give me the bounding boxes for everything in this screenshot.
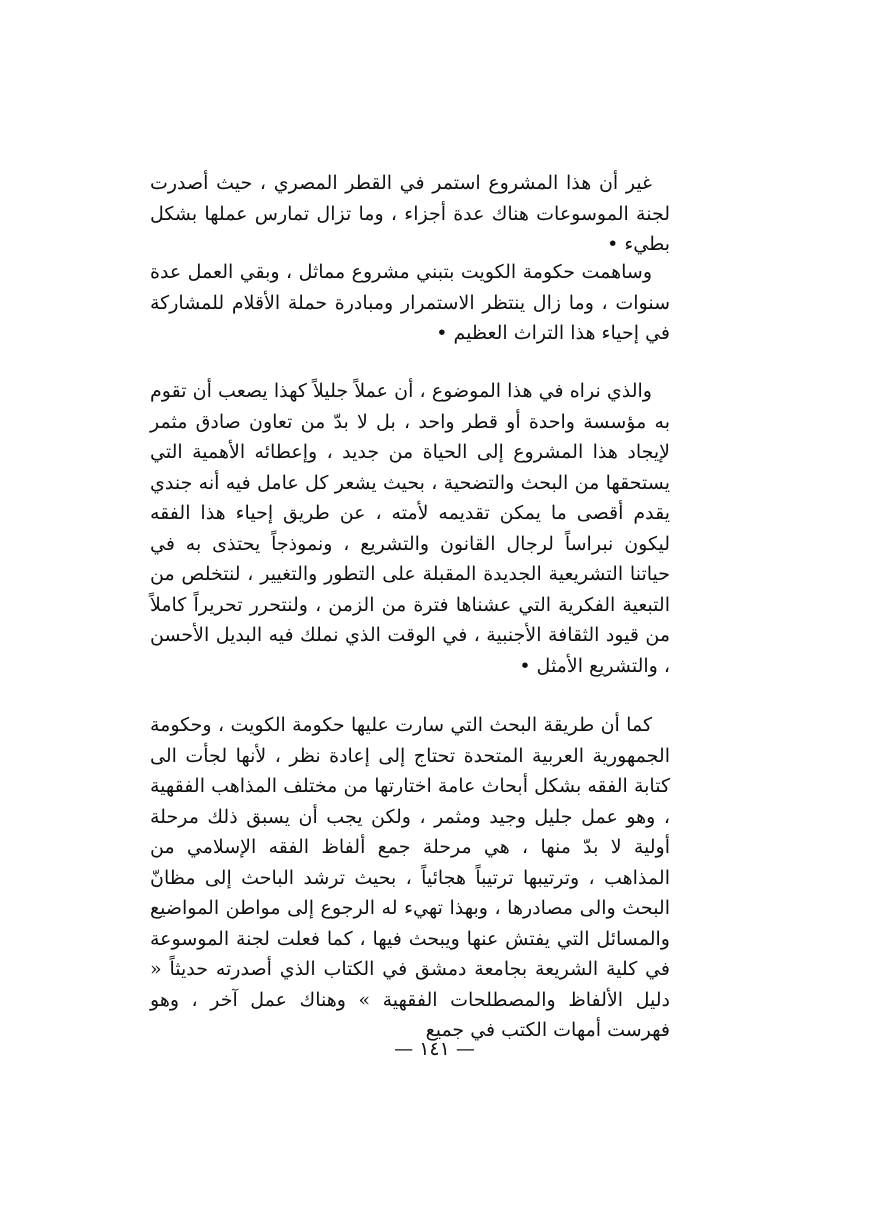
paragraph-1: [150, 168, 670, 260]
paragraph-text: غير أن هذا المشروع استمر في القطر المصري ، حيث أصدرت لجنة الموسوعات هناك عدة أجزاء ، وما تزال تمارس عملها بشكل بطيء •: [150, 172, 670, 255]
paragraph-text: والذي نراه في هذا الموضوع ، أن عملاً جليلاً كهذا يصعب أن تقوم به مؤسسة واحدة أو قطر واحد ، بل لا بدّ من تعاون صادق مثمر لإيجاد هذا المشروع إلى الحياة من جديد ، وإعطائه الأهمية التي يستحقها من البحث والتضحية ، بحيث يشعر كل عامل فيه أنه جندي يقدم أقصى ما يمكن تقديمه لأمته ، عن طريق إحياء هذا الفقه ليكون نبراساً لرجال القانون والتشريع ، ونموذجاً يحتذى به في حياتنا التشريعية الجديدة المقبلة على التطور والتغيير ، لنتخلص من التبعية الفكرية التي عشناها فترة من الزمن ، ولنتحرر تحريراً كاملاً من قيود الثقافة الأجنبية ، في الوقت الذي نملك فيه البديل الأحسن ، والتشريع الأمثل •: [150, 380, 670, 677]
paragraph-text: كما أن طريقة البحث التي سارت عليها حكومة الكويت ، وحكومة الجمهورية العربية المتحدة تحتاج إلى إعادة نظر ، لأنها لجأت الى كتابة الفقه بشكل أبحاث عامة اختارتها من مختلف المذاهب الفقهية ، وهو عمل جليل وجيد ومثمر ، ولكن يجب أن يسبق ذلك مرحلة أولية لا بدّ منها ، هي مرحلة جمع ألفاظ الفقه الإسلامي من المذاهب ، وترتيبها ترتيباً هجائياً ، بحيث ترشد الباحث إلى مظانّ البحث والى مصادرها ، وبهذا تهيء له الرجوع إلى مواطن المواضيع والمسائل التي يفتش عنها ويبحث فيها ، كما فعلت لجنة الموسوعة في كلية الشريعة بجامعة دمشق في الكتاب الذي أصدرته حديثاً « دليل الألفاظ والمصطلحات الفقهية » وهناك عمل آخر ، وهو فهرست أمهات الكتب في جميع: [150, 714, 670, 1041]
page-number: — ١٤١ —: [394, 1038, 475, 1060]
paragraph-2: [150, 257, 670, 349]
paragraph-3: [150, 376, 670, 681]
paragraph-text: وساهمت حكومة الكويت بتبني مشروع مماثل ، وبقي العمل عدة سنوات ، وما زال ينتظر الاستمرار ومبادرة حملة الأقلام للمشاركة في إحياء هذا التراث العظيم •: [150, 261, 670, 344]
paragraph-4: [150, 710, 670, 1046]
